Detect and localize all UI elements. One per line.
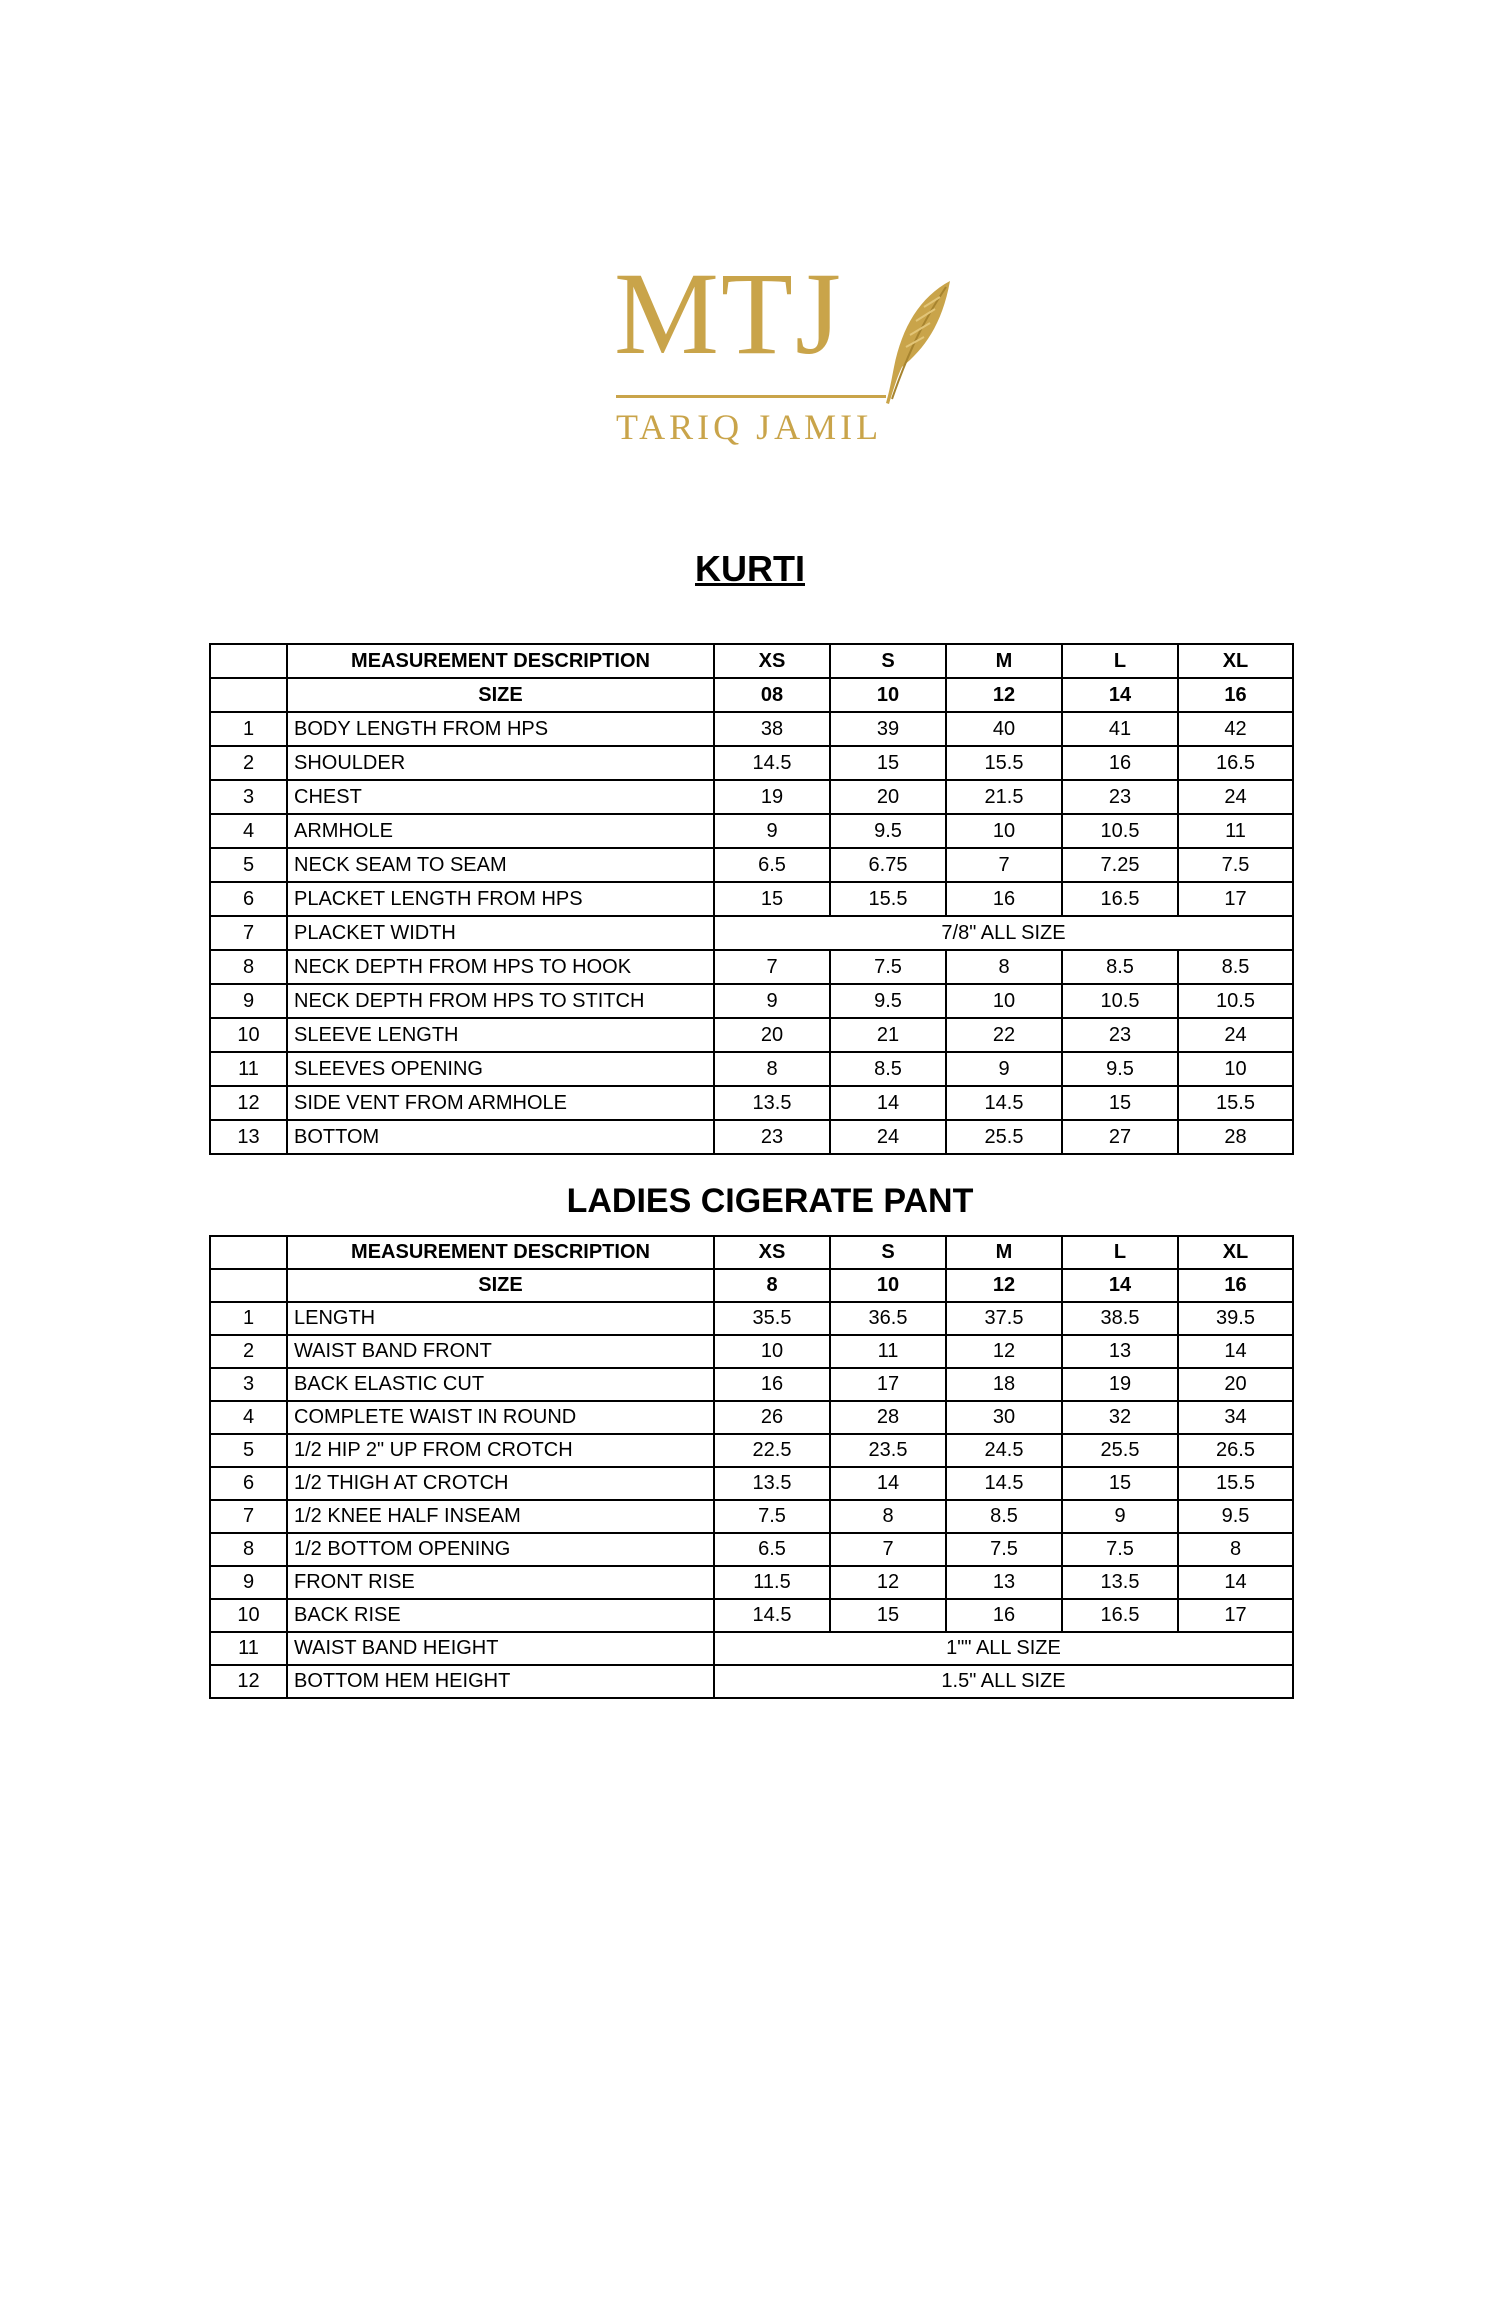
table-row [210,1500,1293,1533]
row-number: 3 [210,1368,287,1401]
measurement-value: 13 [1062,1335,1178,1368]
measurement-description: PLACKET WIDTH [287,916,714,950]
measurement-value: 8.5 [1178,950,1293,984]
measurement-value: 8.5 [1062,950,1178,984]
measurement-value: 13.5 [714,1467,830,1500]
size-row [210,678,1293,712]
measurement-value: 10 [714,1335,830,1368]
measurement-value: 15 [830,1599,946,1632]
measurement-value: 16 [1062,746,1178,780]
row-number: 3 [210,780,287,814]
table-row [210,882,1293,916]
measurement-value: 14.5 [946,1467,1062,1500]
logo-divider [616,395,886,398]
measurement-value: 14 [830,1086,946,1120]
measurement-value: 13.5 [714,1086,830,1120]
measurement-value: 40 [946,712,1062,746]
size-value: 8 [714,1269,830,1302]
measurement-description: COMPLETE WAIST IN ROUND [287,1401,714,1434]
header-description: MEASUREMENT DESCRIPTION [287,644,714,678]
table-row [210,712,1293,746]
measurement-description: CHEST [287,780,714,814]
measurement-value: 19 [714,780,830,814]
measurement-description: 1/2 HIP 2" UP FROM CROTCH [287,1434,714,1467]
measurement-value: 8.5 [946,1500,1062,1533]
measurement-value: 9.5 [830,984,946,1018]
table-row [210,1533,1293,1566]
measurement-value: 8 [714,1052,830,1086]
measurement-value: 16 [946,1599,1062,1632]
row-number: 10 [210,1018,287,1052]
row-number: 11 [210,1632,287,1665]
table-row [210,950,1293,984]
measurement-value: 15.5 [830,882,946,916]
pant-title: LADIES CIGERATE PANT [566,1182,974,1220]
row-number: 9 [210,1566,287,1599]
size-label: SIZE [287,1269,714,1302]
measurement-value: 9.5 [1062,1052,1178,1086]
quill-feather-icon [880,277,960,407]
measurement-value: 25.5 [946,1120,1062,1154]
measurement-value: 8.5 [830,1052,946,1086]
measurement-value: 23 [714,1120,830,1154]
row-number: 6 [210,882,287,916]
all-size-value: 1"" ALL SIZE [714,1632,1293,1665]
size-value: 14 [1062,1269,1178,1302]
header-size: L [1062,1236,1178,1269]
measurement-description: BACK ELASTIC CUT [287,1368,714,1401]
measurement-value: 7.5 [1178,848,1293,882]
measurement-value: 7 [946,848,1062,882]
header-size: M [946,644,1062,678]
size-value: 10 [830,1269,946,1302]
measurement-value: 15.5 [946,746,1062,780]
header-row [210,644,1293,678]
measurement-value: 7.5 [830,950,946,984]
table-row [210,1401,1293,1434]
measurement-value: 10.5 [1062,814,1178,848]
size-value: 08 [714,678,830,712]
row-number: 8 [210,1533,287,1566]
table-row [210,916,1293,950]
table-row [210,1052,1293,1086]
measurement-value: 13 [946,1566,1062,1599]
measurement-description: BOTTOM [287,1120,714,1154]
header-size: S [830,644,946,678]
header-size: XS [714,644,830,678]
measurement-description: SIDE VENT FROM ARMHOLE [287,1086,714,1120]
measurement-value: 11.5 [714,1566,830,1599]
row-number: 4 [210,814,287,848]
table-row [210,1599,1293,1632]
measurement-value: 15 [830,746,946,780]
measurement-value: 39 [830,712,946,746]
measurement-value: 8 [830,1500,946,1533]
row-number: 12 [210,1665,287,1698]
table-row [210,1018,1293,1052]
measurement-value: 38 [714,712,830,746]
size-value: 16 [1178,678,1293,712]
measurement-value: 14 [830,1467,946,1500]
table-row [210,1632,1293,1665]
row-number: 2 [210,746,287,780]
header-description: MEASUREMENT DESCRIPTION [287,1236,714,1269]
table-row [210,814,1293,848]
measurement-description: BOTTOM HEM HEIGHT [287,1665,714,1698]
row-number: 7 [210,916,287,950]
measurement-description: ARMHOLE [287,814,714,848]
measurement-value: 12 [830,1566,946,1599]
measurement-value: 9.5 [1178,1500,1293,1533]
measurement-value: 25.5 [1062,1434,1178,1467]
table-row [210,1566,1293,1599]
size-value: 12 [946,678,1062,712]
measurement-value: 16.5 [1178,746,1293,780]
measurement-value: 14.5 [714,1599,830,1632]
measurement-value: 23.5 [830,1434,946,1467]
measurement-description: NECK DEPTH FROM HPS TO HOOK [287,950,714,984]
header-row [210,1236,1293,1269]
measurement-value: 14 [1178,1566,1293,1599]
measurement-value: 9 [1062,1500,1178,1533]
header-size: S [830,1236,946,1269]
table-row [210,1665,1293,1698]
measurement-value: 35.5 [714,1302,830,1335]
measurement-description: LENGTH [287,1302,714,1335]
measurement-value: 42 [1178,712,1293,746]
row-number: 8 [210,950,287,984]
measurement-value: 9.5 [830,814,946,848]
measurement-value: 6.5 [714,1533,830,1566]
measurement-description: BACK RISE [287,1599,714,1632]
all-size-value: 7/8" ALL SIZE [714,916,1293,950]
row-number: 11 [210,1052,287,1086]
row-number: 6 [210,1467,287,1500]
measurement-description: SLEEVES OPENING [287,1052,714,1086]
row-number: 1 [210,1302,287,1335]
size-value: 14 [1062,678,1178,712]
measurement-value: 20 [714,1018,830,1052]
measurement-value: 10 [946,814,1062,848]
measurement-value: 16.5 [1062,882,1178,916]
measurement-value: 17 [1178,882,1293,916]
table-row [210,1335,1293,1368]
measurement-value: 7.5 [714,1500,830,1533]
measurement-value: 39.5 [1178,1302,1293,1335]
row-number: 5 [210,1434,287,1467]
measurement-description: FRONT RISE [287,1566,714,1599]
measurement-value: 17 [830,1368,946,1401]
measurement-description: WAIST BAND HEIGHT [287,1632,714,1665]
table-row [210,848,1293,882]
measurement-value: 9 [714,984,830,1018]
measurement-value: 20 [830,780,946,814]
empty-cell [210,678,287,712]
measurement-value: 8 [946,950,1062,984]
measurement-value: 21.5 [946,780,1062,814]
measurement-value: 10.5 [1178,984,1293,1018]
measurement-value: 6.75 [830,848,946,882]
measurement-value: 10 [1178,1052,1293,1086]
kurti-title: KURTI [695,548,805,589]
table-row [210,1086,1293,1120]
measurement-value: 30 [946,1401,1062,1434]
measurement-value: 28 [830,1401,946,1434]
measurement-value: 14.5 [946,1086,1062,1120]
empty-cell [210,1236,287,1269]
size-row [210,1269,1293,1302]
measurement-value: 13.5 [1062,1566,1178,1599]
header-size: XS [714,1236,830,1269]
all-size-value: 1.5" ALL SIZE [714,1665,1293,1698]
measurement-description: WAIST BAND FRONT [287,1335,714,1368]
table-row [210,1368,1293,1401]
measurement-description: 1/2 BOTTOM OPENING [287,1533,714,1566]
measurement-value: 41 [1062,712,1178,746]
row-number: 13 [210,1120,287,1154]
measurement-value: 22 [946,1018,1062,1052]
measurement-value: 7 [714,950,830,984]
measurement-value: 15 [1062,1467,1178,1500]
row-number: 2 [210,1335,287,1368]
header-size: M [946,1236,1062,1269]
measurement-description: PLACKET LENGTH FROM HPS [287,882,714,916]
measurement-value: 15 [1062,1086,1178,1120]
row-number: 10 [210,1599,287,1632]
table-row [210,1120,1293,1154]
measurement-description: BODY LENGTH FROM HPS [287,712,714,746]
brand-logo [600,248,980,455]
table-row [210,1302,1293,1335]
table-row [210,1467,1293,1500]
header-size: XL [1178,1236,1293,1269]
measurement-value: 9 [946,1052,1062,1086]
header-size: L [1062,644,1178,678]
logo-tagline: TARIQ JAMIL [616,407,883,447]
measurement-value: 11 [830,1335,946,1368]
measurement-value: 26 [714,1401,830,1434]
measurement-value: 15 [714,882,830,916]
measurement-value: 7 [830,1533,946,1566]
measurement-value: 6.5 [714,848,830,882]
measurement-value: 24.5 [946,1434,1062,1467]
measurement-value: 18 [946,1368,1062,1401]
measurement-value: 15.5 [1178,1086,1293,1120]
measurement-value: 19 [1062,1368,1178,1401]
measurement-value: 8 [1178,1533,1293,1566]
measurement-value: 22.5 [714,1434,830,1467]
measurement-description: NECK SEAM TO SEAM [287,848,714,882]
header-size: XL [1178,644,1293,678]
measurement-value: 20 [1178,1368,1293,1401]
measurement-value: 14 [1178,1335,1293,1368]
empty-cell [210,1269,287,1302]
row-number: 5 [210,848,287,882]
measurement-value: 11 [1178,814,1293,848]
measurement-value: 23 [1062,780,1178,814]
measurement-description: 1/2 KNEE HALF INSEAM [287,1500,714,1533]
measurement-value: 38.5 [1062,1302,1178,1335]
measurement-value: 7.5 [1062,1533,1178,1566]
measurement-value: 32 [1062,1401,1178,1434]
row-number: 7 [210,1500,287,1533]
row-number: 1 [210,712,287,746]
measurement-value: 21 [830,1018,946,1052]
measurement-description: SHOULDER [287,746,714,780]
measurement-value: 24 [1178,1018,1293,1052]
kurti-measurement-table [209,643,1294,1155]
measurement-value: 37.5 [946,1302,1062,1335]
measurement-value: 17 [1178,1599,1293,1632]
measurement-value: 16 [714,1368,830,1401]
table-row [210,984,1293,1018]
measurement-value: 27 [1062,1120,1178,1154]
measurement-value: 7.5 [946,1533,1062,1566]
pant-measurement-table [209,1235,1294,1699]
measurement-value: 24 [830,1120,946,1154]
measurement-description: NECK DEPTH FROM HPS TO STITCH [287,984,714,1018]
measurement-value: 34 [1178,1401,1293,1434]
measurement-value: 10 [946,984,1062,1018]
measurement-value: 10.5 [1062,984,1178,1018]
size-value: 12 [946,1269,1062,1302]
size-value: 16 [1178,1269,1293,1302]
empty-cell [210,644,287,678]
measurement-value: 12 [946,1335,1062,1368]
measurement-value: 26.5 [1178,1434,1293,1467]
measurement-value: 23 [1062,1018,1178,1052]
measurement-value: 9 [714,814,830,848]
measurement-value: 7.25 [1062,848,1178,882]
measurement-description: 1/2 THIGH AT CROTCH [287,1467,714,1500]
size-label: SIZE [287,678,714,712]
row-number: 12 [210,1086,287,1120]
measurement-value: 28 [1178,1120,1293,1154]
measurement-value: 15.5 [1178,1467,1293,1500]
size-value: 10 [830,678,946,712]
table-row [210,780,1293,814]
table-row [210,1434,1293,1467]
row-number: 4 [210,1401,287,1434]
measurement-description: SLEEVE LENGTH [287,1018,714,1052]
measurement-value: 16 [946,882,1062,916]
measurement-value: 16.5 [1062,1599,1178,1632]
measurement-value: 14.5 [714,746,830,780]
row-number: 9 [210,984,287,1018]
measurement-value: 36.5 [830,1302,946,1335]
table-row [210,746,1293,780]
measurement-value: 24 [1178,780,1293,814]
logo-text: MTJ [614,248,843,379]
